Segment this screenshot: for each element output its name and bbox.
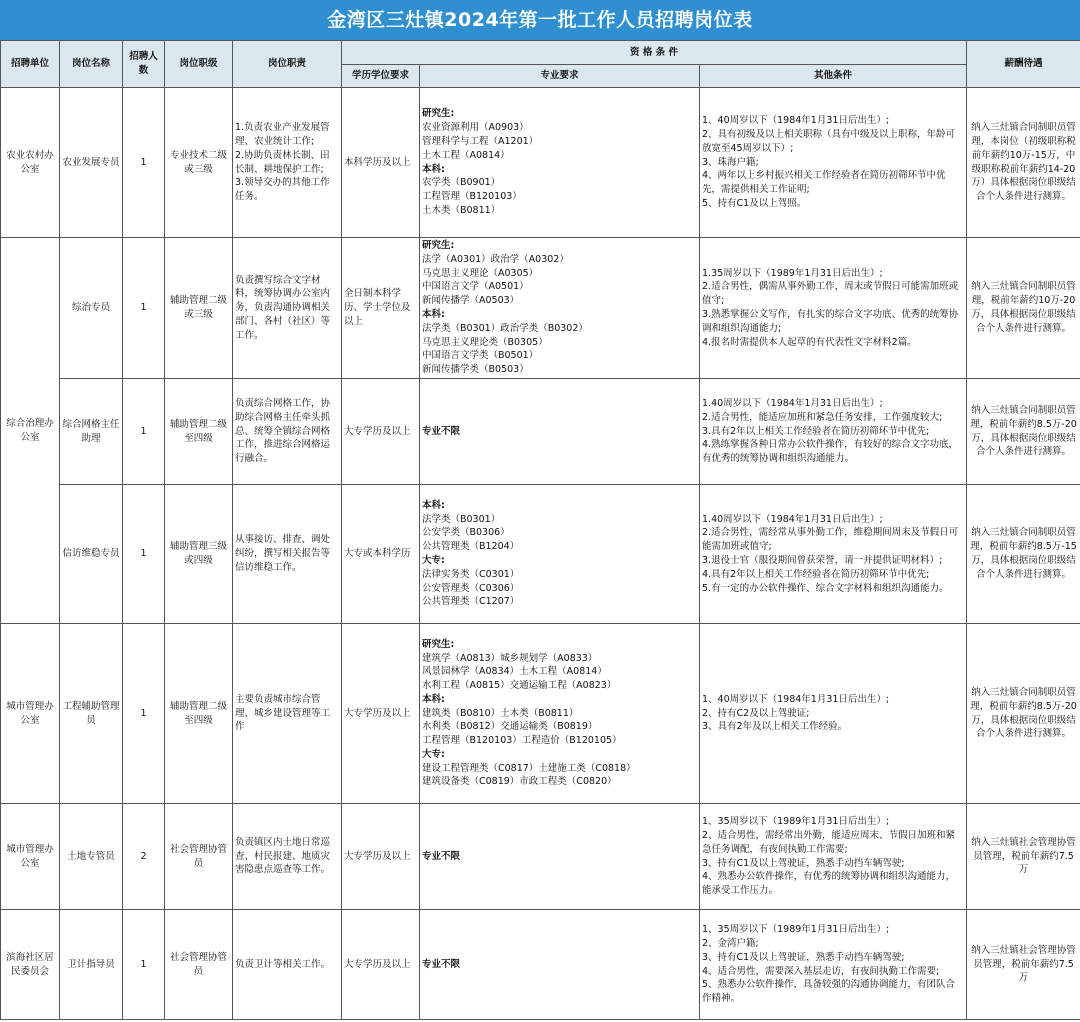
major-line: 公安学类（B0306） <box>422 527 510 539</box>
cell-unit: 综合治理办公室 <box>1 238 60 624</box>
major-line: 本科: <box>422 309 445 320</box>
table-row <box>1 485 1080 624</box>
other-line: 4、熟悉办公软件操作，有优秀的统筹协调和组织沟通能力，能承受工作压力。 <box>702 871 956 897</box>
duty-line: 负责镇区内土地日常巡查、村民报建、地质灾害隐患点巡查等工作。 <box>235 836 331 876</box>
other-line: 4.具有2年以上相关工作经验者在简历初筛环节中优先; <box>702 568 930 580</box>
other-line: 3、珠海户籍; <box>702 156 759 168</box>
other-line: 2.适合男性，需经常从事外勤工作，维稳期间周末及节假日可能需加班或值守; <box>702 527 959 553</box>
cell-edu: 大专学历及以上 <box>342 804 420 910</box>
cell-level: 辅助管理三级或四级 <box>165 485 233 624</box>
cell-post-name: 综合网格主任助理 <box>60 379 123 485</box>
other-line: 2.适合男性，能适应加班和紧急任务安排，工作强度较大; <box>702 411 943 423</box>
cell-major <box>420 238 700 379</box>
header-edu: 学历学位要求 <box>342 65 420 88</box>
major-line: 公共管理类（B1204） <box>422 541 520 553</box>
header-post-name: 岗位名称 <box>60 41 123 88</box>
major-line: 大专: <box>422 748 445 760</box>
cell-level: 辅助管理二级或三级 <box>165 238 233 379</box>
cell-other <box>700 88 967 238</box>
cell-salary: 纳入三灶镇合同制职员管理，税前年薪约8.5万-20万，具体根据岗位职级结合个人条件进行测算。 <box>967 624 1080 804</box>
table-row <box>1 804 1080 910</box>
major-line: 法学（A0301）政治学（A0302） <box>422 253 569 265</box>
cell-edu: 大专或本科学历 <box>342 485 420 624</box>
other-line: 5.有一定的办公软件操作、综合文字材料和组织沟通能力。 <box>702 582 949 594</box>
other-line: 4.报名时需提供本人起草的有代表性文字材料2篇。 <box>702 336 917 348</box>
major-line: 研究生: <box>422 108 455 120</box>
table-body <box>1 88 1080 1020</box>
other-line: 1.40周岁以下（1984年1月31日后出生）; <box>702 398 883 410</box>
cell-level: 辅助管理二级至四级 <box>165 624 233 804</box>
major-line: 专业不限 <box>422 958 461 970</box>
cell-duty <box>233 379 342 485</box>
major-line: 农学类（B0901） <box>422 177 501 189</box>
cell-unit: 城市管理办公室 <box>1 804 60 910</box>
header-duty: 岗位职责 <box>233 41 342 88</box>
cell-other <box>700 485 967 624</box>
major-line: 研究生: <box>422 240 455 252</box>
cell-major <box>420 804 700 910</box>
major-line: 法学类（B0301） <box>422 513 501 525</box>
other-line: 4、适合男性，需要深入基层走访，有夜间执勤工作需要; <box>702 965 940 977</box>
major-line: 水利类（B0812）交通运输类（B0819） <box>422 721 598 733</box>
duty-line: 2.协助负责林长制、田长制、耕地保护工作; <box>235 149 330 175</box>
cell-other <box>700 624 967 804</box>
other-line: 4.熟练掌握各种日常办公软件操作，有较好的综合文字功底，有优秀的统筹协调和组织沟通能力。 <box>702 439 959 465</box>
cell-duty <box>233 238 342 379</box>
other-line: 3.退役士官（服役期间曾获荣誉，请一并提供证明材料）; <box>702 555 943 566</box>
page-title: 金湾区三灶镇2024年第一批工作人员招聘岗位表 <box>0 0 1080 40</box>
duty-line: 1.负责农业产业发展管理、农业统计工作; <box>235 122 330 147</box>
header-level: 岗位职级 <box>165 41 233 88</box>
table-row <box>1 379 1080 485</box>
major-line: 本科: <box>422 499 445 511</box>
cell-salary: 纳入三灶镇社会管理协管员管理，税前年薪约7.5万 <box>967 910 1080 1020</box>
cell-count: 2 <box>123 804 165 910</box>
major-line: 工程管理（B120103）工程造价（B120105） <box>422 735 622 747</box>
major-line: 研究生: <box>422 638 455 650</box>
cell-unit: 城市管理办公室 <box>1 624 60 804</box>
major-line: 管理科学与工程（A1201） <box>422 135 539 147</box>
other-line: 1、40周岁以下（1984年1月31日后出生）; <box>702 115 890 127</box>
cell-major <box>420 910 700 1020</box>
cell-post-name: 农业发展专员 <box>60 88 123 238</box>
cell-count: 1 <box>123 238 165 379</box>
cell-count: 1 <box>123 88 165 238</box>
cell-salary: 纳入三灶镇社会管理协管员管理，税前年薪约7.5万 <box>967 804 1080 910</box>
major-line: 本科: <box>422 693 445 705</box>
cell-duty <box>233 804 342 910</box>
table-row <box>1 238 1080 379</box>
major-line: 专业不限 <box>422 850 461 862</box>
cell-duty <box>233 910 342 1020</box>
other-line: 5、持有C1及以上驾照。 <box>702 197 807 209</box>
other-line: 5、熟悉办公软件操作，具备较强的沟通协调能力，有团队合作精神。 <box>702 979 956 1005</box>
other-line: 2、金湾户籍; <box>702 937 759 949</box>
major-line: 大专: <box>422 555 445 566</box>
table-row <box>1 910 1080 1020</box>
major-line: 中国语言文学类（B0501） <box>422 350 539 362</box>
major-line: 新闻传播学类（B0503） <box>422 364 529 376</box>
other-line: 2、持有C2及以上驾驶证; <box>702 707 810 719</box>
cell-count: 1 <box>123 485 165 624</box>
other-line: 1、40周岁以下（1984年1月31日后出生）; <box>702 693 890 705</box>
major-line: 中国语言文学（A0501） <box>422 281 529 293</box>
major-line: 工程管理（B120103） <box>422 191 522 203</box>
major-line: 公安管理类（C0306） <box>422 582 520 594</box>
cell-count: 1 <box>123 379 165 485</box>
other-line: 2.适合男性，偶需从事外勤工作，周末或节假日可能需加班或值守; <box>702 281 959 307</box>
major-line: 建筑类（B0810）土木类（B0811） <box>422 707 579 719</box>
cell-post-name: 土地专管员 <box>60 804 123 910</box>
table-row <box>1 624 1080 804</box>
major-line: 农业资源利用（A0903） <box>422 122 529 134</box>
cell-edu: 大专学历及以上 <box>342 910 420 1020</box>
major-line: 建筑设备类（C0819）市政工程类（C0820） <box>422 776 617 788</box>
table-row <box>1 88 1080 238</box>
cell-salary: 纳入三灶镇合同制职员管理，本岗位（初级职称税前年薪约10万-15万，中级职称税前年薪约14-20万）具体根据岗位职级结合个人条件进行测算。 <box>967 88 1080 238</box>
other-line: 4、两年以上乡村振兴相关工作经验者在简历初筛环节中优先，需提供相关工作证明; <box>702 170 946 196</box>
major-line: 土木类（B0811） <box>422 204 501 216</box>
cell-other <box>700 238 967 379</box>
cell-duty <box>233 624 342 804</box>
cell-edu: 大专学历及以上 <box>342 624 420 804</box>
major-line: 马克思主义理论类（B0305） <box>422 336 548 348</box>
other-line: 3、持有C1及以上驾驶证，熟悉手动挡车辆驾驶; <box>702 951 905 963</box>
header-other: 其他条件 <box>700 65 967 88</box>
major-line: 法律实务类（C0301） <box>422 568 520 580</box>
other-line: 2、适合男性，需经常出外勤，能适应周末、节假日加班和紧急任务调配，有夜间执勤工作需要; <box>702 829 956 855</box>
header-salary: 薪酬待遇 <box>967 41 1080 88</box>
header-unit: 招聘单位 <box>1 41 60 88</box>
cell-other <box>700 910 967 1020</box>
other-line: 1.35周岁以下（1989年1月31日后出生）; <box>702 267 883 279</box>
duty-line: 3.领导交办的其他工作任务。 <box>235 177 330 203</box>
other-line: 1、35周岁以下（1989年1月31日后出生）; <box>702 816 890 828</box>
cell-post-name: 卫计指导员 <box>60 910 123 1020</box>
cell-major <box>420 624 700 804</box>
cell-unit: 农业农村办公室 <box>1 88 60 238</box>
cell-edu: 大专学历及以上 <box>342 379 420 485</box>
cell-count: 1 <box>123 910 165 1020</box>
cell-edu: 全日制本科学历、学士学位及以上 <box>342 238 420 379</box>
duty-line: 主要负责城市综合管理、城乡建设管理等工作 <box>235 693 331 733</box>
other-line: 2、具有初级及以上相关职称（具有中级及以上职称，年龄可放宽至45周岁以下）; <box>702 129 956 154</box>
major-line: 马克思主义理论（A0305） <box>422 267 539 279</box>
cell-major <box>420 485 700 624</box>
cell-level: 社会管理协管员 <box>165 804 233 910</box>
major-line: 专业不限 <box>422 425 461 437</box>
major-line: 土木工程（A0814） <box>422 149 510 161</box>
cell-unit: 滨海社区居民委员会 <box>1 910 60 1020</box>
cell-post-name: 工程辅助管理员 <box>60 624 123 804</box>
major-line: 公共管理类（C1207） <box>422 596 520 608</box>
other-line: 1.40周岁以下（1984年1月31日后出生）; <box>702 513 883 525</box>
duty-line: 负责综合网格工作，协助综合网格主任牵头抓总、统筹全镇综合网格工作，推进综合网格运行融合。 <box>235 398 331 465</box>
cell-other <box>700 379 967 485</box>
major-line: 风景园林学（A0834）土木工程（A0814） <box>422 666 607 678</box>
major-line: 建筑学（A0813）城乡规划学（A0833） <box>422 652 598 664</box>
major-line: 法学类（B0301）政治学类（B0302） <box>422 322 588 334</box>
other-line: 3、具有2年及以上相关工作经验。 <box>702 721 848 733</box>
major-line: 水利工程（A0815）交通运输工程（A0823） <box>422 680 617 692</box>
cell-salary: 纳入三灶镇合同制职员管理，税前年薪约8.5万-20万，具体根据岗位职级结合个人条件进行测算。 <box>967 379 1080 485</box>
header-count: 招聘人数 <box>123 41 165 88</box>
cell-other <box>700 804 967 910</box>
other-line: 3.熟悉掌握公文写作，有扎实的综合文字功底、优秀的统筹协调和组织沟通能力; <box>702 309 959 334</box>
recruitment-table <box>0 40 1080 1020</box>
header-qualifications: 资 格 条 件 <box>342 41 967 65</box>
cell-major <box>420 88 700 238</box>
cell-post-name: 综治专员 <box>60 238 123 379</box>
other-line: 3、持有C1及以上驾驶证，熟悉手动挡车辆驾驶; <box>702 857 905 869</box>
cell-duty <box>233 88 342 238</box>
other-line: 3.具有2年以上相关工作经验者在简历初筛环节中优先; <box>702 425 930 437</box>
cell-level: 专业技术二级或三级 <box>165 88 233 238</box>
major-line: 新闻传播学（A0503） <box>422 295 520 307</box>
cell-count: 1 <box>123 624 165 804</box>
cell-post-name: 信访维稳专员 <box>60 485 123 624</box>
duty-line: 负责撰写综合文字材料，统筹协调办公室内务，负责沟通协调相关部门、各村（社区）等工作。 <box>235 274 331 341</box>
major-line: 建设工程管理类（C0817）土建施工类（C0818） <box>422 762 636 774</box>
header-major: 专业要求 <box>420 65 700 88</box>
duty-line: 负责卫计等相关工作。 <box>235 958 331 970</box>
cell-level: 社会管理协管员 <box>165 910 233 1020</box>
cell-salary: 纳入三灶镇合同制职员管理，税前年薪约8.5万-15万，具体根据岗位职级结合个人条件进行测算。 <box>967 485 1080 624</box>
cell-major <box>420 379 700 485</box>
major-line: 本科: <box>422 163 445 175</box>
cell-duty <box>233 485 342 624</box>
other-line: 1、35周岁以下（1989年1月31日后出生）; <box>702 924 890 936</box>
cell-salary: 纳入三灶镇合同制职员管理，税前年薪约10万-20万，具体根据岗位职级结合个人条件进行测算。 <box>967 238 1080 379</box>
cell-edu: 本科学历及以上 <box>342 88 420 238</box>
cell-level: 辅助管理二级至四级 <box>165 379 233 485</box>
duty-line: 从事接访、排查、调处纠纷，撰写相关报告等信访维稳工作。 <box>235 534 331 573</box>
